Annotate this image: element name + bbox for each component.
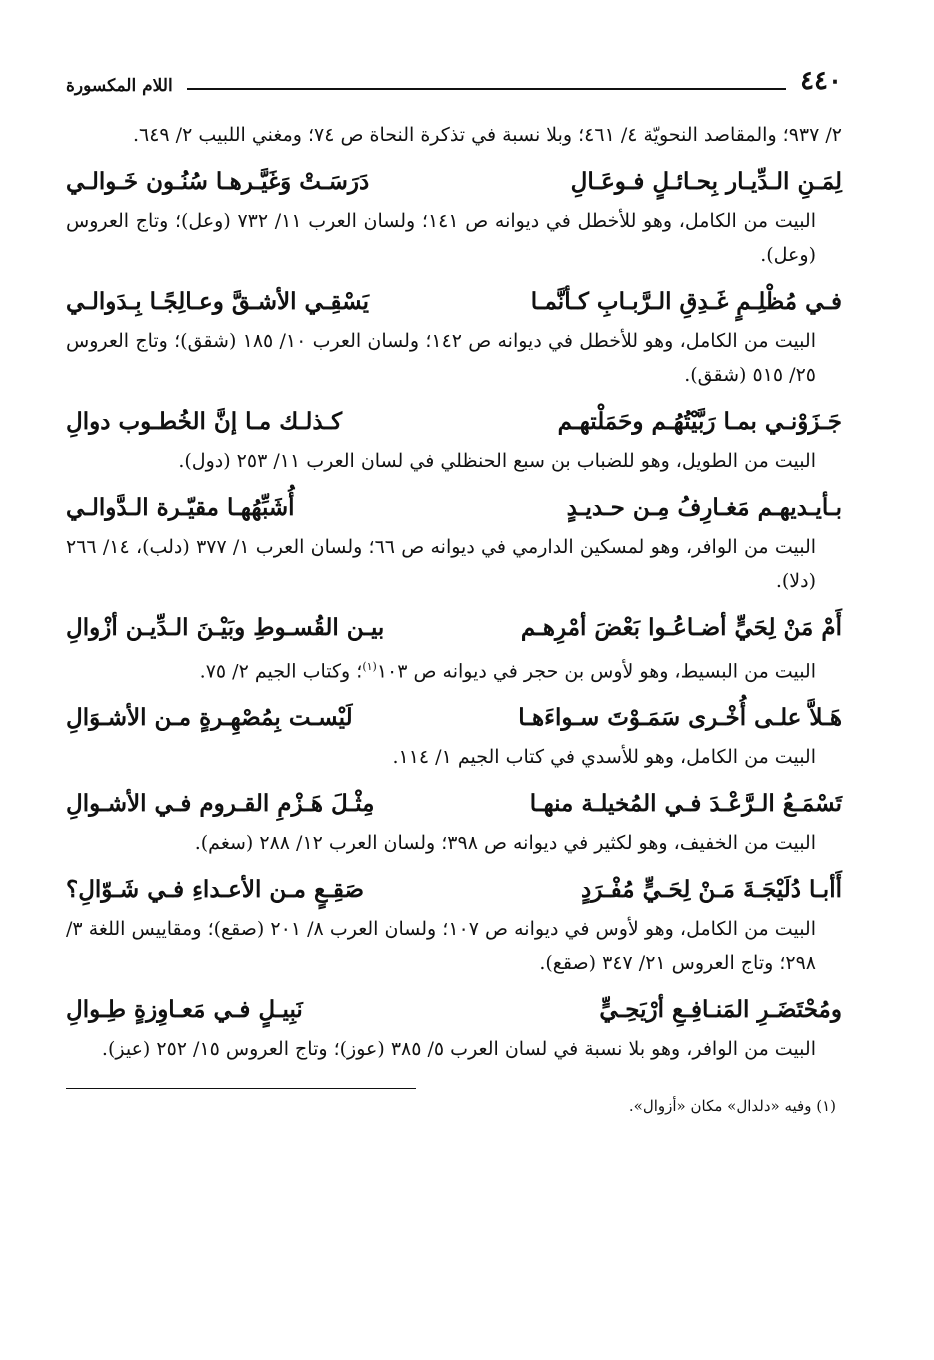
verse-line bbox=[66, 160, 842, 204]
verse-note bbox=[66, 650, 842, 688]
verse-second-hemistich: صَقِـعٍ مـن الأعـداءِ فـي شَـوّالِ؟ bbox=[66, 876, 365, 904]
verse-second-hemistich: يَسْقِـي الأشـقَّ وعـالِجًـا بِـدَوالـي bbox=[66, 288, 369, 315]
intro-paragraph: ٢/ ٩٣٧؛ والمقاصد النحويّة ٤/ ٤٦١؛ وبلا نسبة في تذكرة النحاة ص ٧٤؛ ومغني اللبيب ٢/ ٦٤٩. bbox=[132, 124, 842, 146]
verse-first-hemistich: لِمَـنِ الـدِّيـار بِحـائـلٍ فـوعَـالِ bbox=[570, 168, 842, 195]
verse-second-hemistich: لَيْسـت بِمُصْهِـرةٍ مـن الأشـوَالِ bbox=[66, 704, 353, 732]
verse-line bbox=[66, 606, 842, 650]
verse-line bbox=[66, 782, 842, 826]
verse-note: البيت من الكامل، وهو لأوس في ديوانه ص ١٠٧؛ ولسان العرب ٨/ ٢٠١ (صقع)؛ ومقاييس اللغة ٣/ ٢٩٨؛ وتاج العروس ٢١/ ٣٤٧ (صقع). bbox=[66, 918, 816, 975]
footnote-separator bbox=[66, 1088, 416, 1089]
verse-note: البيت من الكامل، وهو للأخطل في ديوانه ص ١٤٢؛ ولسان العرب ١٠/ ١٨٥ (شقق)؛ وتاج العروس ٢٥/ ٥١٥ (شقق). bbox=[66, 330, 816, 386]
verse-line bbox=[66, 988, 842, 1032]
verse-second-hemistich: بيـن القُسـوطِ وبَيْـنَ الـدِّيـن أزْوالِ bbox=[66, 614, 385, 641]
verse-note: البيت من الطويل، وهو للضباب بن سبع الحنظلي في لسان العرب ١١/ ٢٥٣ (دول). bbox=[178, 450, 816, 472]
verse-first-hemistich: ومُحْتَضَـرِ المَنـافِـعِ أرْيَحِـيٍّ bbox=[599, 996, 842, 1024]
verse-first-hemistich: فـي مُظْلِـمٍ غَـدِقِ الـرَّبـابِ كـأنَّمـا bbox=[530, 288, 842, 315]
verse-first-hemistich: أَمْ مَنْ لِحَيٍّ أضـاعُـوا بَعْضَ أمْرِهـم bbox=[520, 614, 842, 641]
header-rule bbox=[187, 88, 786, 90]
verse-second-hemistich: كـذلـك مـا إنَّ الخُطـوب دوالِ bbox=[66, 408, 343, 435]
verse-line bbox=[66, 400, 842, 444]
verse-first-hemistich: تَسْمَـعُ الـرَّعْـدَ فـي المُخيلـة منهـا bbox=[529, 790, 842, 818]
verse-note: البيت من الكامل، وهو للأسدي في كتاب الجيم ١/ ١١٤. bbox=[392, 746, 816, 769]
verse-second-hemistich: مِثْـلَ هَـزْمِ القـروم فـي الأشـوالِ bbox=[66, 790, 375, 818]
page-number: ٤٤٠ bbox=[800, 66, 842, 96]
verse-note: البيت من الكامل، وهو للأخطل في ديوانه ص ١٤١؛ ولسان العرب ١١/ ٧٣٢ (وعل)؛ وتاج العروس (وعل). bbox=[66, 210, 816, 266]
verse-first-hemistich: بـأيـديهـم مَغـارِفُ مِـن حـديـدٍ bbox=[566, 494, 842, 521]
verse-second-hemistich: نَبِيـلٍ فـي مَعـاوِزةٍ طِـوالِ bbox=[66, 996, 303, 1024]
book-page bbox=[66, 56, 842, 1119]
verse-second-hemistich: دَرَسَـتْ وَغَيَّـرهـا سُنُـون خَـوالـي bbox=[66, 168, 370, 195]
running-title: اللام المكسورة bbox=[66, 76, 173, 96]
verse-first-hemistich: هَـلاَّ علـى أُخْـرى سَمَـوْتَ سـواءَهـا bbox=[518, 704, 842, 732]
verse-line bbox=[66, 486, 842, 530]
verse-note: البيت من الخفيف، وهو لكثير في ديوانه ص ٣٩٨؛ ولسان العرب ١٢/ ٢٨٨ (سغم). bbox=[194, 832, 816, 855]
verse-first-hemistich: جَـزَوْنـي بمـا رَبَّيْتُهُـم وحَمَلْتهـم bbox=[557, 408, 842, 435]
verse-note: البيت من الوافر، وهو بلا نسبة في لسان العرب ٥/ ٣٨٥ (عوز)؛ وتاج العروس ١٥/ ٢٥٢ (عيز). bbox=[101, 1038, 816, 1061]
verse-second-hemistich: أُشَبِّهُهـا مقيّـرة الـدَّوالـي bbox=[66, 494, 295, 521]
footnote: (١) وفيه «دلدال» مكان «أزوال». bbox=[628, 1097, 836, 1116]
verse-line bbox=[66, 868, 842, 912]
verse-line bbox=[66, 696, 842, 740]
verse-first-hemistich: أَأبـا دُلَيْجَـةَ مَـنْ لِحَـيٍّ مُفْـرَدٍ bbox=[580, 876, 842, 904]
footnote-marker[interactable]: (١) bbox=[362, 660, 377, 673]
note-text: البيت من البسيط، وهو لأوس بن حجر في ديوانه ص ١٠٣ bbox=[376, 660, 816, 683]
page-header bbox=[66, 56, 842, 96]
verse-line bbox=[66, 280, 842, 324]
verse-note: البيت من الوافر، وهو لمسكين الدارمي في ديوانه ص ٦٦؛ ولسان العرب ١/ ٣٧٧ (دلب)، ١٤/ ٢٦٦ (دلا). bbox=[66, 536, 817, 592]
note-text-continued: ؛ وكتاب الجيم ٢/ ٧٥. bbox=[199, 660, 363, 683]
